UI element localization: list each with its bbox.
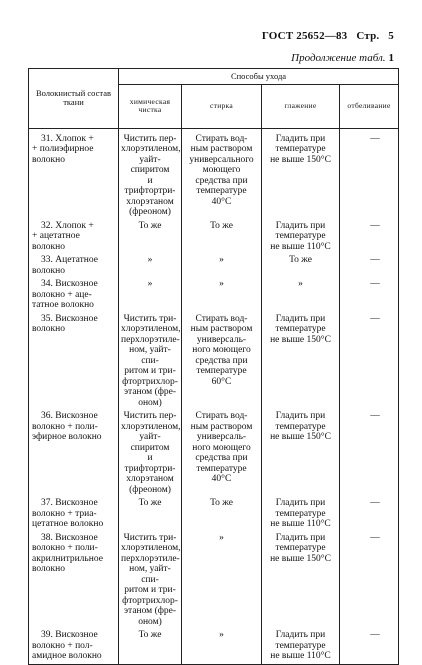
dry-cleaning-line: оном): [138, 616, 162, 627]
fiber-composition-cell: [29, 278, 119, 313]
care-methods-table: [28, 68, 399, 665]
header-care-methods: Способы ухода: [119, 69, 399, 85]
fiber-composition-line: + полиэфирное: [32, 144, 94, 154]
fiber-composition-line: 39. Вискозное: [41, 630, 98, 640]
header-bleaching: отбеливание: [340, 84, 399, 128]
dry-cleaning-line: и трифтортри-: [124, 175, 176, 196]
fiber-composition-line: волокно + аце-: [32, 289, 92, 300]
washing-line: средства при: [195, 175, 248, 186]
fiber-composition-line: эфирное волокно: [32, 432, 102, 442]
dry-cleaning-line: этаном (фре-: [123, 387, 177, 397]
washing-line: »: [219, 255, 224, 265]
fiber-composition-line: волокно + поли-: [32, 421, 98, 432]
fiber-composition-line: 37. Вискозное: [41, 498, 98, 508]
dry-cleaning-line: фтортрихлор-: [122, 376, 178, 387]
dry-cleaning-line: и трифтортри-: [124, 453, 176, 474]
header-ironing: глажение: [262, 84, 340, 128]
dry-cleaning-line: То же: [138, 220, 162, 231]
ironing-line: температуре: [275, 144, 326, 154]
fiber-composition-line: 33. Ацетатное: [41, 255, 98, 265]
dry-cleaning-line: ритом и три-: [124, 366, 176, 376]
dry-cleaning-cell: [119, 629, 182, 664]
washing-cell: [182, 313, 262, 411]
fiber-composition-cell: [29, 254, 119, 278]
ironing-line: Гладить при: [275, 313, 326, 324]
washing-line: универсаль-: [196, 334, 247, 345]
bleaching-value: —: [370, 220, 380, 231]
washing-line: ным раствором: [190, 421, 253, 432]
dry-cleaning-line: ном, уайт-спи-: [129, 564, 171, 585]
fiber-composition-line: 36. Вискозное: [41, 411, 98, 421]
bleaching-cell: [340, 497, 399, 532]
washing-line: »: [219, 532, 224, 543]
ironing-line: То же: [289, 255, 312, 265]
dry-cleaning-line: перхлорэтиле-: [121, 334, 180, 345]
bleaching-cell: [340, 254, 399, 278]
dry-cleaning-line: ритом и три-: [124, 585, 176, 595]
fiber-composition-line: волокно: [32, 324, 65, 334]
fiber-composition-line: волокно + пол-: [32, 640, 93, 651]
continuation-text: Продолжение табл.: [291, 52, 386, 64]
washing-line: средства при: [195, 355, 248, 366]
fiber-composition-line: цетатное волокно: [32, 519, 104, 529]
bleaching-value: —: [370, 532, 380, 543]
washing-line: 40°С: [211, 474, 232, 484]
washing-line: То же: [210, 220, 233, 231]
ironing-cell: [262, 629, 340, 664]
ironing-cell: [262, 497, 340, 532]
washing-line: Стирать вод-: [195, 313, 248, 324]
ironing-line: температуре: [275, 640, 326, 651]
fiber-composition-line: амидное волокно: [32, 651, 102, 661]
fiber-composition-line: волокно + поли-: [32, 543, 98, 553]
washing-cell: [182, 278, 262, 313]
fiber-composition-cell: [29, 629, 119, 664]
fiber-composition-line: волокно: [32, 154, 65, 165]
bleaching-cell: [340, 532, 399, 630]
table-row: [29, 497, 399, 532]
dry-cleaning-line: (фреоном): [129, 484, 171, 495]
ironing-line: не выше 110°С: [270, 241, 331, 252]
bleaching-value: —: [370, 133, 380, 144]
washing-cell: [182, 410, 262, 497]
dry-cleaning-line: Чистить пер-: [123, 411, 177, 421]
dry-cleaning-cell: [119, 278, 182, 313]
washing-line: »: [219, 279, 224, 289]
ironing-line: не выше 110°С: [270, 519, 331, 529]
dry-cleaning-line: То же: [138, 630, 162, 640]
washing-line: 40°С: [211, 196, 232, 207]
washing-cell: [182, 629, 262, 664]
ironing-cell: [262, 410, 340, 497]
page-number: 5: [388, 30, 394, 42]
bleaching-cell: [340, 278, 399, 313]
fiber-composition-line: 35. Вискозное: [41, 313, 98, 324]
fiber-composition-line: волокно: [32, 564, 65, 574]
bleaching-cell: [340, 410, 399, 497]
dry-cleaning-line: хлорэтиленом,: [121, 144, 181, 154]
washing-line: 60°С: [211, 376, 232, 387]
ironing-line: температуре: [275, 231, 326, 241]
washing-line: Стирать вод-: [195, 133, 248, 144]
fiber-composition-line: 32. Хлопок +: [41, 220, 94, 231]
ironing-cell: [262, 532, 340, 630]
standard-code: ГОСТ 25652—83: [261, 30, 348, 42]
fiber-composition-cell: [29, 497, 119, 532]
washing-line: »: [219, 630, 224, 640]
washing-cell: [182, 254, 262, 278]
bleaching-value: —: [370, 255, 380, 265]
bleaching-cell: [340, 313, 399, 411]
ironing-line: не выше 150°С: [270, 334, 331, 345]
washing-line: ного моющего: [192, 345, 251, 355]
ironing-line: не выше 150°С: [270, 154, 331, 165]
table-row: [29, 133, 399, 220]
table-row: [29, 629, 399, 664]
washing-line: Стирать вод-: [195, 411, 248, 421]
header-washing: стирка: [182, 84, 262, 128]
dry-cleaning-cell: [119, 497, 182, 532]
header-dry-cleaning: химическая чистка: [119, 84, 182, 128]
washing-line: моющего: [202, 165, 241, 175]
dry-cleaning-line: уайт-спиритом: [130, 154, 170, 175]
dry-cleaning-cell: [119, 532, 182, 630]
ironing-line: Гладить при: [275, 411, 326, 421]
ironing-line: не выше 150°С: [270, 432, 331, 442]
dry-cleaning-cell: [119, 410, 182, 497]
fiber-composition-line: 31. Хлопок +: [41, 133, 94, 144]
dry-cleaning-cell: [119, 133, 182, 220]
bleaching-value: —: [370, 313, 380, 324]
fiber-composition-line: волокно: [32, 241, 65, 252]
bleaching-cell: [340, 629, 399, 664]
washing-line: температуре: [196, 366, 247, 376]
fiber-composition-cell: [29, 313, 119, 411]
washing-cell: [182, 220, 262, 255]
washing-line: ным раствором: [190, 144, 253, 154]
washing-line: температуре: [196, 463, 247, 474]
page-header: [256, 30, 394, 42]
dry-cleaning-cell: [119, 220, 182, 255]
bleaching-value: —: [370, 411, 380, 421]
bleaching-value: —: [370, 498, 380, 508]
ironing-line: не выше 110°С: [270, 651, 331, 661]
continuation-number: 1: [388, 52, 394, 64]
dry-cleaning-cell: [119, 313, 182, 411]
table-row: [29, 313, 399, 411]
dry-cleaning-line: хлорэтиленом,: [121, 543, 181, 553]
bleaching-value: —: [370, 630, 380, 640]
fiber-composition-cell: [29, 220, 119, 255]
washing-line: ным раствором: [190, 324, 253, 334]
ironing-line: температуре: [275, 543, 326, 553]
dry-cleaning-line: оном): [138, 397, 162, 408]
washing-line: То же: [210, 498, 233, 508]
ironing-line: Гладить при: [275, 133, 326, 144]
dry-cleaning-line: Чистить пер-: [123, 133, 177, 144]
table-row: [29, 254, 399, 278]
dry-cleaning-line: хлорэтиленом,: [121, 324, 181, 334]
ironing-cell: [262, 220, 340, 255]
washing-line: универсаль-: [196, 432, 247, 442]
table-row: [29, 532, 399, 630]
dry-cleaning-line: хлорэтаном: [126, 474, 174, 484]
ironing-line: температуре: [275, 508, 326, 519]
washing-line: ного моющего: [192, 442, 251, 453]
fiber-composition-line: волокно: [32, 265, 65, 276]
fiber-composition-line: волокно + триа-: [32, 508, 97, 519]
dry-cleaning-line: Чистить три-: [123, 532, 177, 543]
table-continuation-label: [291, 52, 394, 64]
dry-cleaning-cell: [119, 254, 182, 278]
fiber-composition-cell: [29, 410, 119, 497]
header-fiber-composition: Волокнистый состав ткани: [29, 69, 119, 129]
fiber-composition-line: 38. Вискозное: [41, 532, 98, 543]
dry-cleaning-line: уайт-спиритом: [130, 432, 170, 453]
ironing-cell: [262, 278, 340, 313]
ironing-line: »: [298, 279, 303, 289]
fiber-composition-cell: [29, 133, 119, 220]
table-body: [29, 128, 399, 664]
ironing-cell: [262, 133, 340, 220]
washing-line: средства при: [195, 453, 248, 463]
dry-cleaning-line: Чистить три-: [123, 313, 177, 324]
fiber-composition-line: татное волокно: [32, 300, 94, 310]
bleaching-value: —: [370, 279, 380, 289]
washing-line: температуре: [196, 186, 247, 196]
ironing-line: Гладить при: [275, 532, 326, 543]
dry-cleaning-line: перхлорэтиле-: [121, 553, 180, 564]
washing-cell: [182, 497, 262, 532]
ironing-line: не выше 150°С: [270, 553, 331, 564]
dry-cleaning-line: этаном (фре-: [123, 606, 177, 616]
dry-cleaning-line: хлорэтаном: [126, 196, 174, 207]
ironing-cell: [262, 313, 340, 411]
bleaching-cell: [340, 220, 399, 255]
ironing-line: Гладить при: [275, 498, 326, 508]
fiber-composition-line: акрилнитрильное: [32, 553, 103, 564]
table-row: [29, 220, 399, 255]
dry-cleaning-line: (фреоном): [129, 207, 171, 217]
fiber-composition-cell: [29, 532, 119, 630]
fiber-composition-line: + ацетатное: [32, 231, 80, 241]
washing-cell: [182, 532, 262, 630]
table-row: [29, 278, 399, 313]
dry-cleaning-line: фтортрихлор-: [122, 595, 178, 606]
ironing-line: Гладить при: [275, 630, 326, 640]
dry-cleaning-line: То же: [138, 498, 162, 508]
ironing-line: температуре: [275, 324, 326, 334]
page-label: Стр.: [356, 30, 380, 42]
fiber-composition-line: 34. Вискозное: [41, 279, 98, 289]
table-row: [29, 410, 399, 497]
ironing-line: температуре: [275, 421, 326, 432]
dry-cleaning-line: »: [147, 255, 153, 265]
dry-cleaning-line: »: [147, 279, 153, 289]
dry-cleaning-line: ном, уайт-спи-: [129, 345, 171, 366]
ironing-cell: [262, 254, 340, 278]
washing-line: универсального: [189, 154, 254, 165]
washing-cell: [182, 133, 262, 220]
ironing-line: Гладить при: [275, 220, 326, 231]
bleaching-cell: [340, 133, 399, 220]
dry-cleaning-line: хлорэтиленом,: [121, 421, 181, 432]
